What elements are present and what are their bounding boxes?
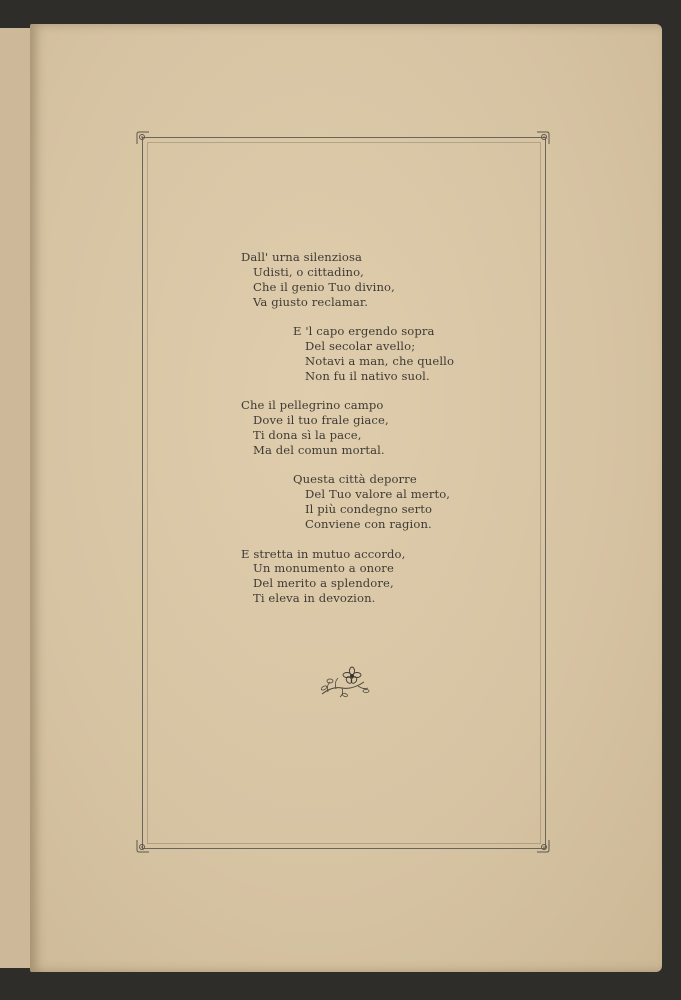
stanza (293, 324, 501, 384)
corner-ornament-icon (535, 130, 551, 146)
verse-line: Udisti, o cittadino, (253, 264, 364, 279)
stanza (241, 398, 501, 458)
verse-line: Notavi a man, che quello (305, 353, 455, 368)
verse-line: Che il genio Tuo divino, (253, 279, 395, 294)
stanza (241, 250, 501, 310)
corner-ornament-icon (535, 838, 551, 854)
verse-line: Del secolar avello; (305, 339, 416, 354)
verse-line: Un monumento a onore (253, 561, 394, 576)
verse-line: Dall' urna silenziosa (241, 250, 363, 264)
verse-line: Va giusto reclamar. (253, 294, 369, 309)
verse-line: Questa città deporre (293, 472, 417, 487)
stanza (293, 472, 501, 532)
corner-ornament-icon (135, 130, 151, 146)
facing-page-edge (0, 28, 32, 968)
verse-line: Il più condegno serto (305, 502, 433, 517)
book-page (30, 24, 662, 972)
poem (241, 250, 501, 606)
corner-ornament-icon (135, 838, 151, 854)
verse-line: Non fu il nativo suol. (305, 368, 430, 383)
verse-line: Conviene con ragion. (305, 517, 432, 532)
stanza (241, 547, 501, 607)
verse-line: Ti eleva in devozion. (253, 591, 376, 606)
verse-line: Dove il tuo frale giace, (253, 413, 389, 428)
verse-line: E stretta in mutuo accordo, (241, 546, 406, 561)
verse-line: Che il pellegrino campo (241, 398, 384, 413)
floral-vignette-icon (318, 664, 372, 700)
verse-line: Ti dona sì la pace, (253, 428, 362, 443)
verse-line: E 'l capo ergendo sopra (293, 324, 435, 339)
verse-line: Del merito a splendore, (253, 576, 394, 591)
verse-line: Ma del comun mortal. (253, 442, 385, 457)
verse-line: Del Tuo valore al merto, (305, 487, 451, 502)
